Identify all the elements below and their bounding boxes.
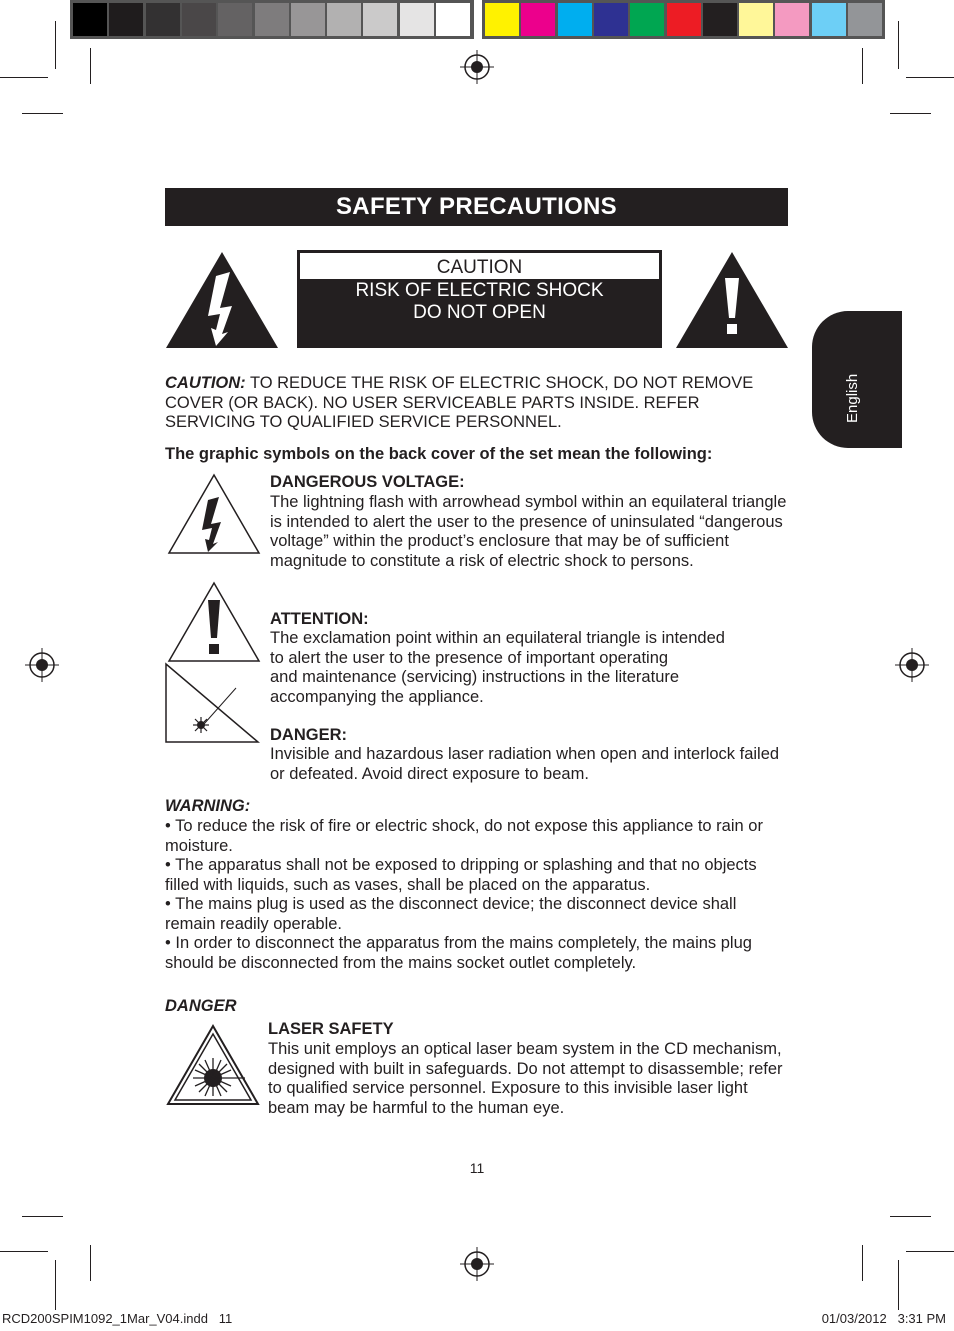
warning-heading: WARNING: — [165, 797, 251, 815]
color-swatch — [255, 3, 289, 36]
attention-line-4: accompanying the appliance. — [270, 687, 484, 706]
attention-line-1: The exclamation point within an equilateral triangle is intended — [270, 629, 725, 647]
warning-item: • The apparatus shall not be exposed to dripping or splashing and that no objects filled with liquids, such as vases, shall be placed on the apparatus. — [165, 856, 757, 894]
color-swatch — [73, 3, 107, 36]
color-swatch — [400, 3, 434, 36]
color-swatch — [485, 3, 519, 36]
footer-file-info: RCD200SPIM1092_1Mar_V04.indd 11 — [2, 1311, 233, 1326]
warning-item: • In order to disconnect the apparatus from the mains completely, the mains plug should be disconnected from the mains socket outlet completely. — [165, 934, 752, 972]
voltage-text: The lightning flash with arrowhead symbol within an equilateral triangle is intended to alert the user to the presence of uninsulated “dangerous voltage” within the product’s enclosure that may be of sufficient magnitude to constitute a risk of electric shock to persons. — [270, 493, 787, 570]
color-swatch — [812, 3, 846, 36]
laser-radiation-icon — [165, 1023, 261, 1107]
symbols-intro: The graphic symbols on the back cover of the set mean the following: — [165, 445, 713, 463]
color-swatch — [558, 3, 592, 36]
caution-line-1: RISK OF ELECTRIC SHOCK — [355, 280, 604, 301]
registration-mark-icon — [25, 648, 59, 682]
laser-safety-heading: LASER SAFETY — [268, 1020, 394, 1038]
danger-section-heading: DANGER — [165, 997, 237, 1015]
caution-label: CAUTION — [300, 253, 659, 279]
exclamation-symbol-icon — [166, 580, 262, 664]
language-tab-label: English — [844, 373, 861, 423]
registration-mark-icon — [460, 50, 494, 84]
caution-paragraph — [165, 374, 790, 433]
lightning-symbol-icon — [166, 472, 262, 556]
color-swatch — [146, 3, 180, 36]
attention-text — [270, 629, 790, 707]
attention-line-2: to alert the user to the presence of important operating — [270, 648, 669, 667]
danger-text: Invisible and hazardous laser radiation when open and interlock failed or defeated. Avoid direct exposure to beam. — [270, 745, 780, 783]
color-swatch — [775, 3, 809, 36]
color-swatch — [363, 3, 397, 36]
page-title: SAFETY PRECAUTIONS — [165, 188, 788, 226]
registration-mark-icon — [460, 1247, 494, 1281]
lightning-warning-icon — [164, 250, 280, 350]
footer-date: 01/03/2012 3:31 PM — [821, 1311, 946, 1326]
danger-heading: DANGER: — [270, 726, 347, 744]
color-swatch — [291, 3, 325, 36]
color-swatch — [630, 3, 664, 36]
color-swatch — [703, 3, 737, 36]
voltage-heading: DANGEROUS VOLTAGE: — [270, 473, 465, 491]
language-tab — [812, 311, 902, 448]
laser-hazard-icon — [164, 662, 260, 744]
caution-lead: CAUTION: — [165, 374, 246, 392]
color-swatch — [667, 3, 701, 36]
page-number: 11 — [469, 1160, 485, 1176]
caution-text: TO REDUCE THE RISK OF ELECTRIC SHOCK, DO NOT REMOVE COVER (OR BACK). NO USER SERVICEABLE PARTS INSIDE. REFER SERVICING TO QUALIFIED SERVICE PERSONNEL. — [165, 374, 754, 431]
warning-list — [165, 817, 775, 973]
color-swatch — [594, 3, 628, 36]
attention-line-3: and maintenance (servicing) instructions in the literature — [270, 668, 680, 686]
attention-heading: ATTENTION: — [270, 610, 369, 628]
caution-line-2: DO NOT OPEN — [413, 302, 546, 323]
caution-box — [297, 250, 662, 348]
registration-mark-icon — [895, 648, 929, 682]
color-swatch — [848, 3, 882, 36]
warning-item: • The mains plug is used as the disconnect device; the disconnect device shall remain readily operable. — [165, 895, 737, 933]
color-swatch — [109, 3, 143, 36]
color-swatch — [739, 3, 773, 36]
color-swatch — [218, 3, 252, 36]
color-swatch — [182, 3, 216, 36]
exclamation-warning-icon — [674, 250, 790, 350]
color-swatch — [521, 3, 555, 36]
color-swatch — [436, 3, 470, 36]
color-swatch — [327, 3, 361, 36]
laser-safety-text: This unit employs an optical laser beam system in the CD mechanism, designed with built in safeguards. Do not attempt to disassemble; refer to qualified service personnel. Exposure to this invisible laser light beam may be harmful to the human eye. — [268, 1040, 783, 1117]
warning-item: • To reduce the risk of fire or electric shock, do not expose this appliance to rain or moisture. — [165, 817, 763, 855]
